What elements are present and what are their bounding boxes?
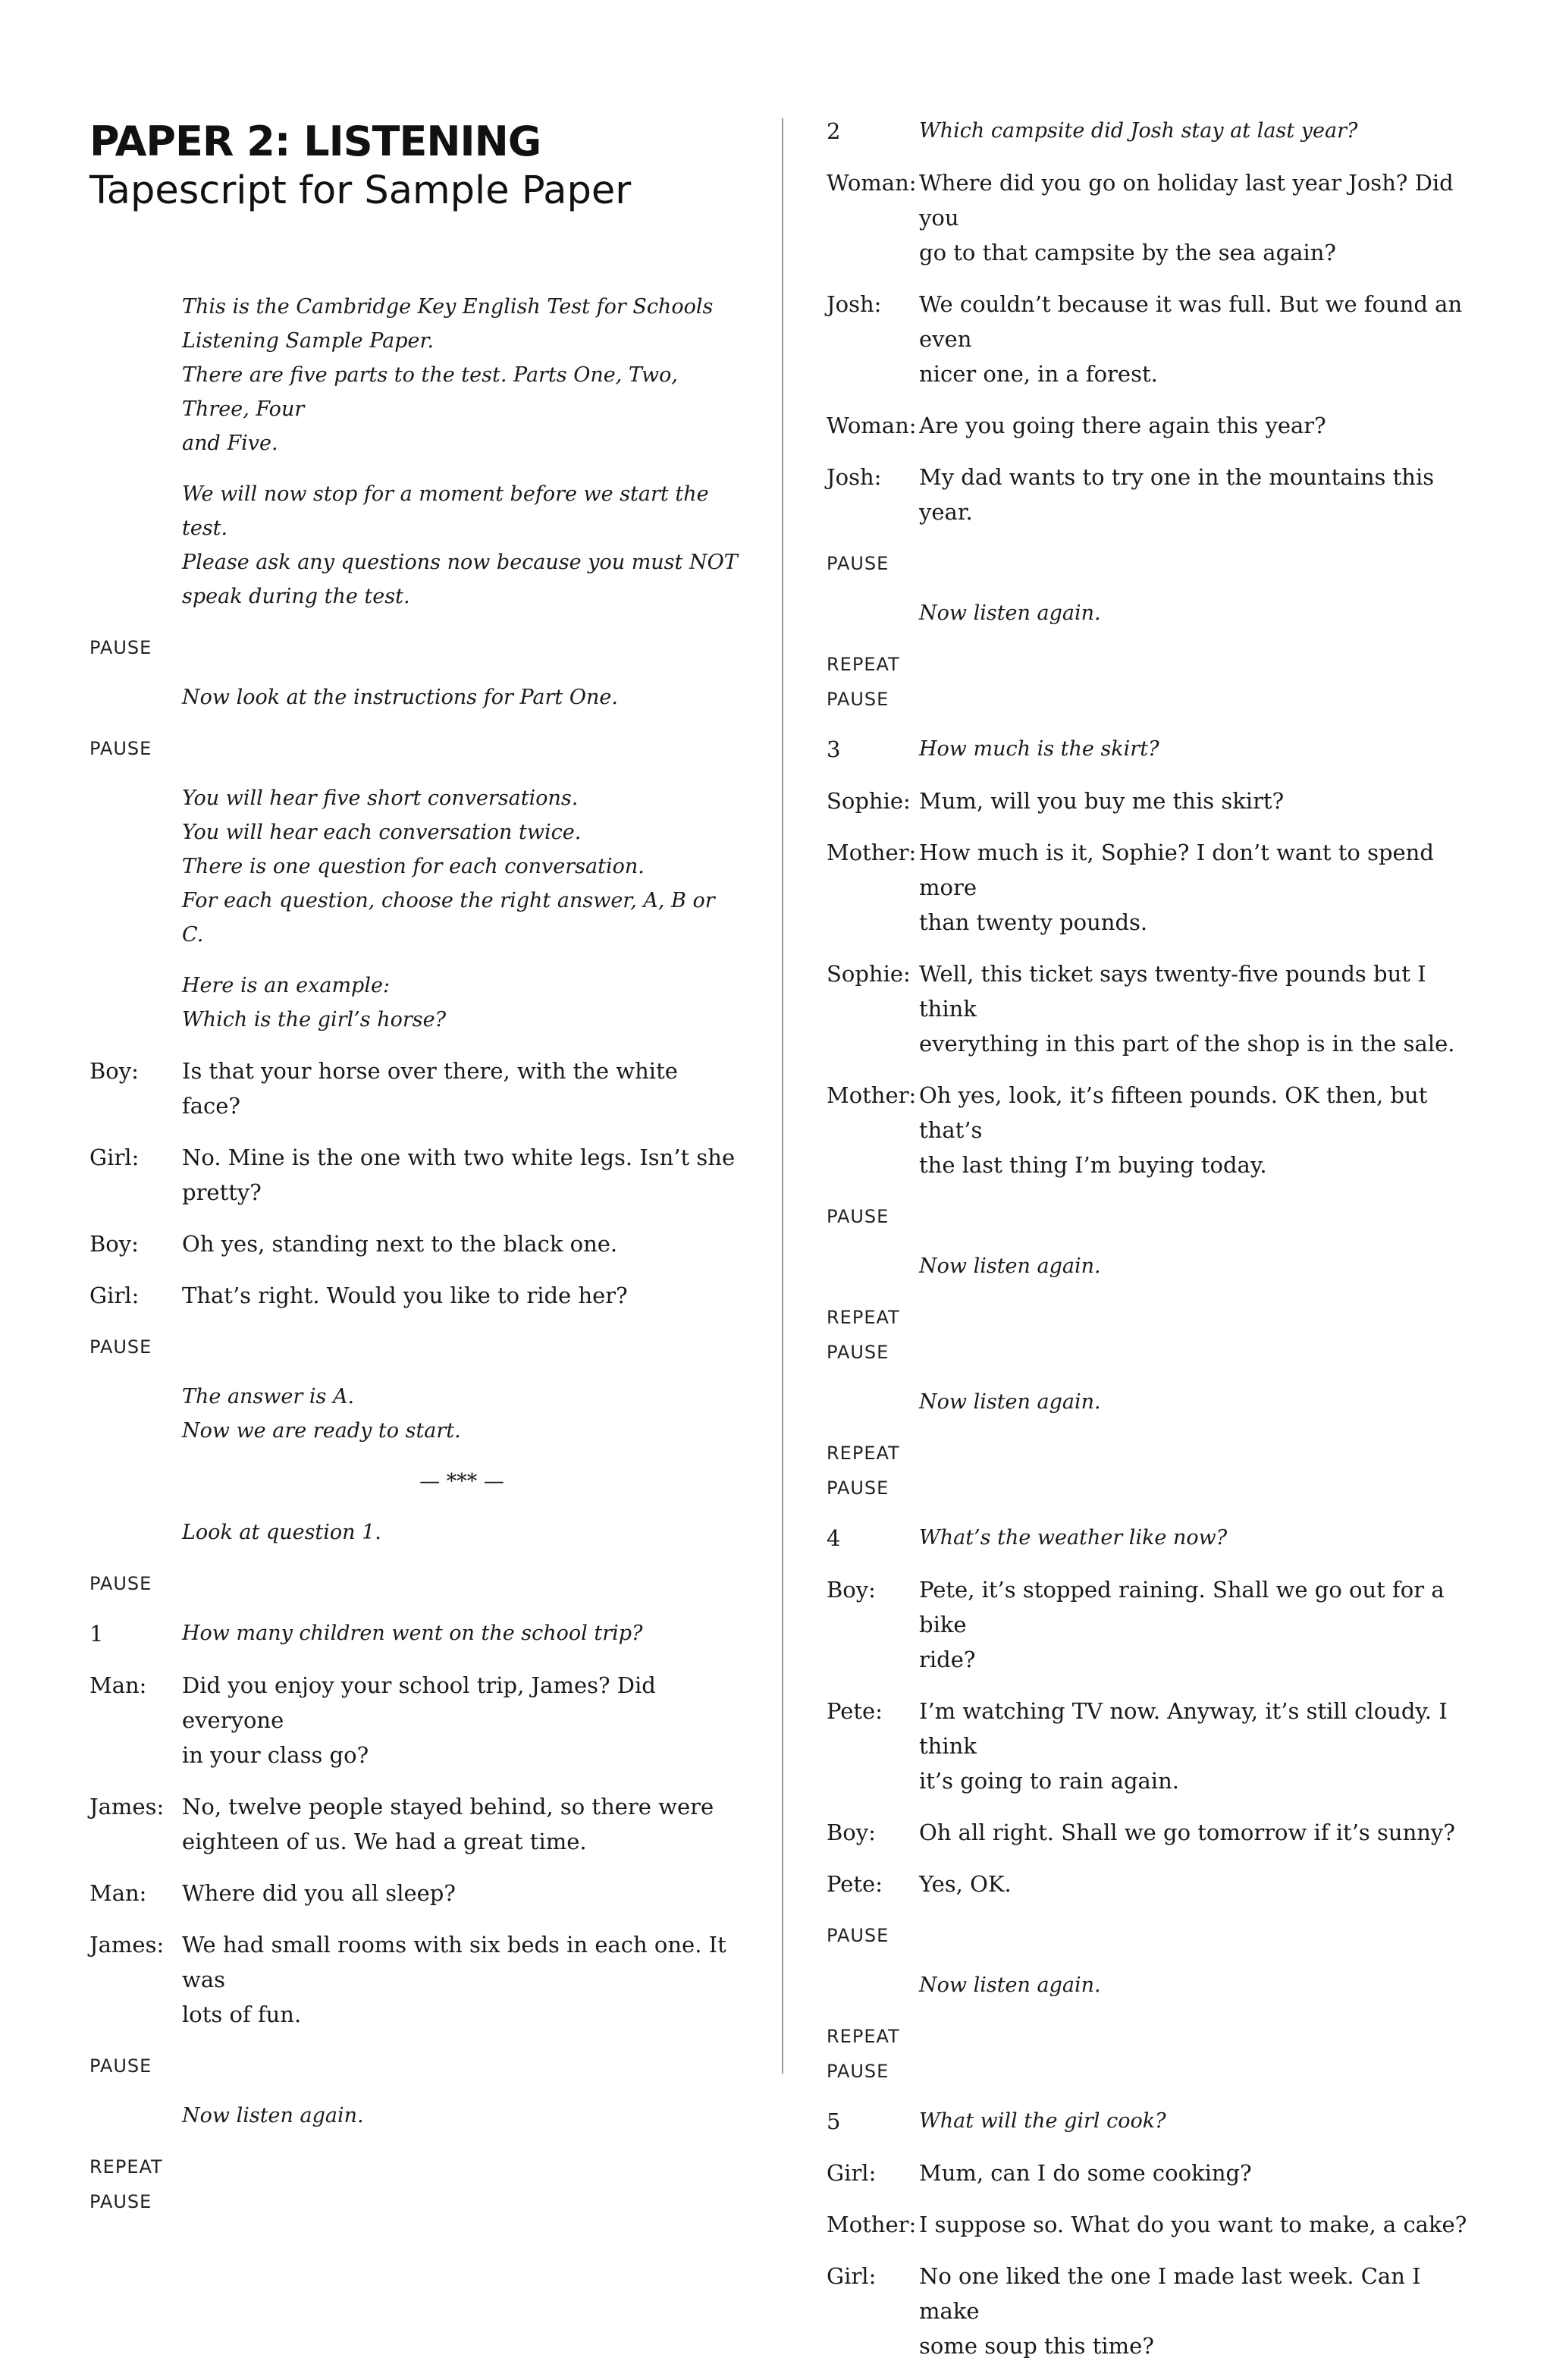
speaker-label: Boy: [827, 1820, 876, 1845]
dialogue-line: Josh: We couldn’t because it was full. But we found an even nicer one, in a forest. [827, 287, 1486, 391]
dialogue-line: Man: Did you enjoy your school trip, James? Did everyone in your class go? [89, 1668, 742, 1772]
dialogue-line: James: No, twelve people stayed behind, so there were eighteen of us. We had a great time. [89, 1789, 742, 1859]
column-divider [782, 118, 783, 2074]
dialogue-line: Sophie: Mum, will you buy me this skirt? [827, 783, 1486, 818]
instruction-line: Now listen again. [182, 2104, 364, 2127]
stage-direction-group [827, 647, 1486, 717]
dialogue-line: Boy: Is that your horse over there, with the white face? [89, 1053, 742, 1123]
dialogue-line: Woman: Where did you go on holiday last year Josh? Did you go to that campsite by the sea again? [827, 165, 1486, 270]
question-number: 2 [827, 118, 841, 144]
instruction-line: Look at question 1. [182, 1521, 381, 1544]
stage-direction-pause: PAUSE [89, 2055, 152, 2077]
question-heading [827, 2104, 1486, 2139]
question-text: Which campsite did Josh stay at last year? [919, 119, 1358, 143]
dialogue-line: Sophie: Well, this ticket says twenty-five pounds but I think everything in this part of the shop is in the sale. [827, 956, 1486, 1061]
speaker-label: Sophie: [827, 788, 911, 814]
answer-paragraph: The answer is A. Now we are ready to start. [182, 1385, 461, 1443]
dialogue-line: Man: Where did you all sleep? [89, 1876, 742, 1911]
stage-direction-pause: PAUSE [827, 689, 889, 710]
speaker-label: Josh: [827, 464, 882, 490]
dialogue-line: Boy: Pete, it’s stopped raining. Shall we go out for a bike ride? [827, 1572, 1486, 1677]
question-number: 4 [827, 1525, 841, 1551]
instruction-line: Now listen again. [919, 601, 1101, 625]
dialogue-line: Boy: Oh yes, standing next to the black one. [89, 1226, 742, 1261]
speaker-label: Boy: [89, 1058, 139, 1084]
stage-direction-pause: PAUSE [89, 738, 152, 759]
stage-direction-repeat: REPEAT [827, 1443, 900, 1464]
speaker-label: Girl: [827, 2160, 877, 2186]
dialogue-line: Pete: I’m watching TV now. Anyway, it’s still cloudy. I think it’s going to rain again. [827, 1694, 1486, 1798]
instruction-line: Now listen again. [919, 1254, 1101, 1278]
dialogue-line: Woman: Are you going there again this year? [827, 408, 1486, 443]
stage-direction-group [827, 2019, 1486, 2089]
instructions-paragraph: You will hear five short conversations. You will hear each conversation twice. There is one question for each conversation. For each question, choose the right answer, A, B or C. [182, 787, 715, 947]
stage-direction-repeat: REPEAT [827, 1307, 900, 1328]
question-text: How many children went on the school trip? [182, 1622, 643, 1645]
speaker-label: Man: [89, 1672, 147, 1698]
speaker-label: Pete: [827, 1698, 883, 1724]
stage-direction-pause: PAUSE [89, 1573, 152, 1594]
speaker-label: Mother: [827, 1082, 917, 1108]
page-subtitle: Tapescript for Sample Paper [89, 168, 632, 213]
speaker-label: Mother: [827, 840, 917, 865]
stage-direction-repeat: REPEAT [827, 2026, 900, 2047]
speaker-label: Pete: [827, 1871, 883, 1897]
instruction-line: Now look at the instructions for Part One. [182, 686, 618, 709]
speaker-label: Man: [89, 1880, 147, 1906]
stage-direction-group [827, 1436, 1486, 1506]
stage-direction-pause: PAUSE [827, 1206, 889, 1227]
question-number: 5 [827, 2108, 841, 2134]
stage-direction-pause: PAUSE [827, 1477, 889, 1499]
dialogue-line: Mother: I suppose so. What do you want to make, a cake? [827, 2207, 1486, 2242]
speaker-label: Mother: [827, 2212, 917, 2237]
speaker-label: Woman: [827, 413, 917, 438]
stage-direction-group [827, 1300, 1486, 1370]
stage-direction-pause: PAUSE [89, 637, 152, 658]
question-text: How much is the skirt? [919, 737, 1159, 761]
question-heading [827, 732, 1486, 767]
page-title: PAPER 2: LISTENING [89, 118, 541, 165]
question-text: What’s the weather like now? [919, 1526, 1228, 1550]
speaker-label: Girl: [89, 1283, 140, 1308]
question-number: 3 [827, 736, 841, 762]
example-paragraph: Here is an example: Which is the girl’s horse? [182, 974, 447, 1031]
speaker-label: James: [89, 1794, 165, 1820]
question-heading [827, 114, 1486, 149]
dialogue-line: Pete: Yes, OK. [827, 1867, 1486, 1901]
speaker-label: Sophie: [827, 961, 911, 987]
stage-direction-pause: PAUSE [827, 1342, 889, 1363]
stage-direction-pause: PAUSE [89, 1336, 152, 1358]
speaker-label: James: [89, 1932, 165, 1958]
stage-direction-pause: PAUSE [89, 2191, 152, 2212]
stage-direction-repeat: REPEAT [89, 2156, 163, 2177]
speaker-label: Josh: [827, 291, 882, 317]
stage-direction-group [89, 2149, 742, 2219]
dialogue-line: James: We had small rooms with six beds in each one. It was lots of fun. [89, 1927, 742, 2032]
question-number: 1 [89, 1621, 104, 1647]
stage-direction-repeat: REPEAT [827, 654, 900, 675]
dialogue-line: Mother: Oh yes, look, it’s fifteen pounds. OK then, but that’s the last thing I’m buying today. [827, 1078, 1486, 1182]
speaker-label: Girl: [827, 2263, 877, 2289]
speaker-label: Woman: [827, 170, 917, 196]
dialogue-line: Girl: No one liked the one I made last week. Can I make some soup this time? [827, 2259, 1486, 2363]
question-heading [89, 1616, 742, 1651]
section-separator: — *** — [419, 1470, 504, 1493]
speaker-label: Boy: [827, 1577, 876, 1603]
stage-direction-pause: PAUSE [827, 1925, 889, 1946]
dialogue-line: Mother: How much is it, Sophie? I don’t want to spend more than twenty pounds. [827, 835, 1486, 940]
dialogue-line: Girl: Mum, can I do some cooking? [827, 2156, 1486, 2190]
dialogue-line: Girl: That’s right. Would you like to ride her? [89, 1278, 742, 1313]
dialogue-line: Josh: My dad wants to try one in the mountains this year. [827, 460, 1486, 529]
intro-paragraph-1: This is the Cambridge Key English Test for Schools Listening Sample Paper. There are five parts to the test. Parts One, Two, Three, Four and Five. [182, 295, 714, 455]
dialogue-line: Girl: No. Mine is the one with two white legs. Isn’t she pretty? [89, 1140, 742, 1210]
left-column [89, 106, 742, 2219]
instruction-line: Now listen again. [919, 1390, 1101, 1414]
instruction-line: Now listen again. [919, 1973, 1101, 1997]
stage-direction-pause: PAUSE [827, 553, 889, 574]
speaker-label: Boy: [89, 1231, 139, 1257]
question-text: What will the girl cook? [919, 2109, 1166, 2133]
right-column [827, 114, 1486, 2380]
dialogue-line: Boy: Oh all right. Shall we go tomorrow if it’s sunny? [827, 1815, 1486, 1850]
stage-direction-pause: PAUSE [827, 2061, 889, 2082]
question-heading [827, 1521, 1486, 1556]
speaker-label: Girl: [89, 1144, 140, 1170]
intro-paragraph-2: We will now stop for a moment before we start the test. Please ask any questions now because you must NOT speak during the test. [182, 482, 738, 608]
